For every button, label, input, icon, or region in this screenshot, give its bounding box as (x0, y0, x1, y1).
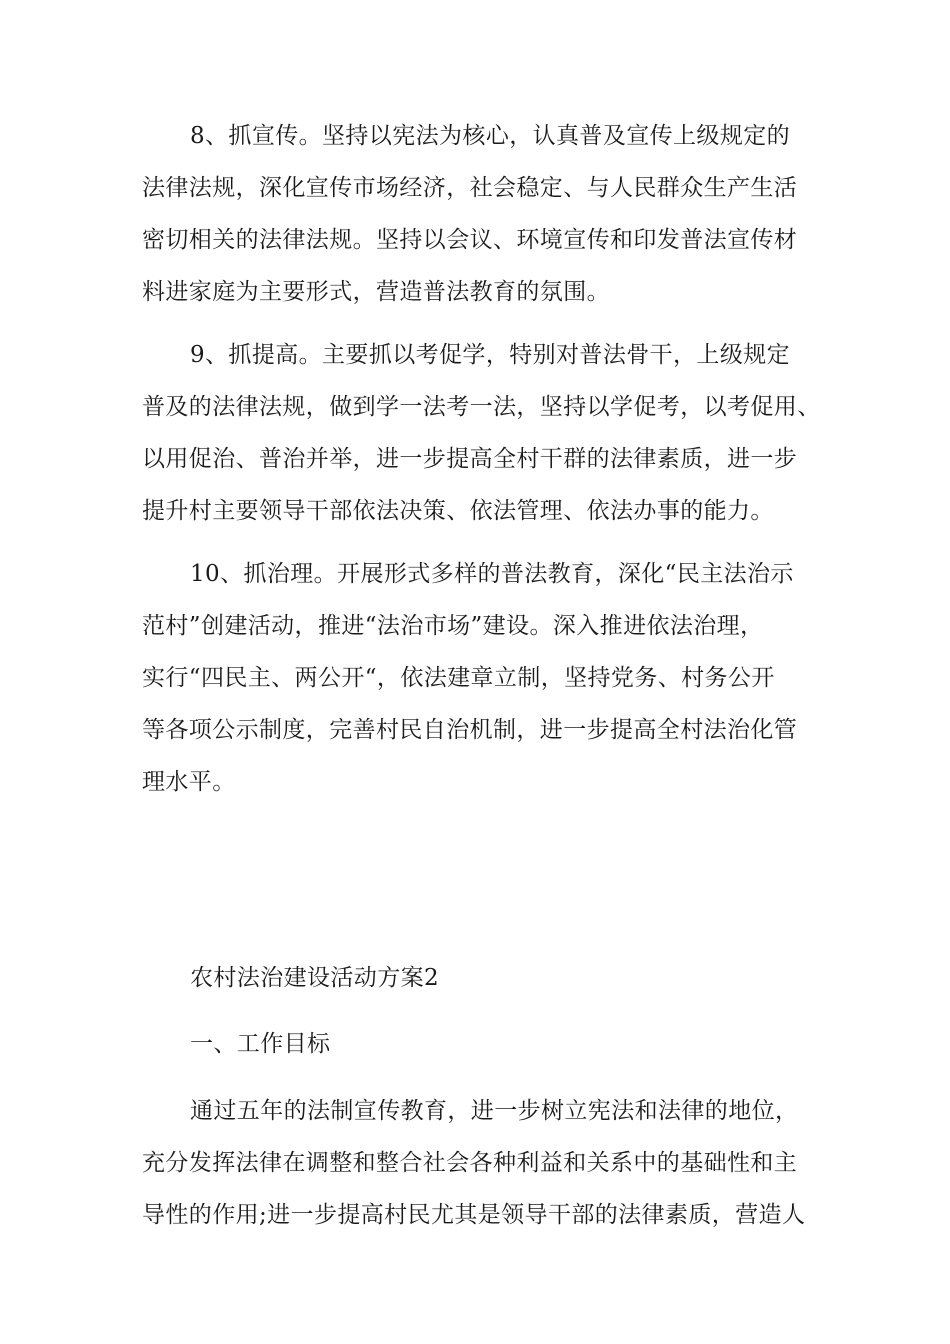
paragraph-10-line-5: 理水平。 (142, 769, 236, 795)
paragraph-9-line-2: 普及的法律法规，做到学一法考一法，坚持以学促考，以考促用、 (142, 394, 821, 420)
goal-paragraph-line-1: 通过五年的法制宣传教育，进一步树立宪法和法律的地位， (190, 1098, 799, 1124)
subheading-work-goals: 一、工作目标 (190, 1031, 331, 1057)
paragraph-9-line-1: 9、抓提高。主要抓以考促学，特别对普法骨干，上级规定 (190, 342, 791, 368)
paragraph-8-line-3: 密切相关的法律法规。坚持以会议、环境宣传和印发普法宣传材 (142, 227, 798, 253)
paragraph-10-line-4: 等各项公示制度，完善村民自治机制，进一步提高全村法治化管 (142, 717, 798, 743)
paragraph-9-line-3: 以用促治、普治并举，进一步提高全村干群的法律素质，进一步 (142, 446, 798, 472)
paragraph-10-line-1: 10、抓治理。开展形式多样的普法教育，深化“民主法治示 (190, 561, 794, 587)
goal-paragraph-line-2: 充分发挥法律在调整和整合社会各种利益和关系中的基础性和主 (142, 1150, 798, 1176)
paragraph-10-line-2: 范村”创建活动，推进“法治市场”建设。深入推进依法治理， (142, 613, 764, 639)
goal-paragraph-line-3: 导性的作用;进一步提高村民尤其是领导干部的法律素质，营造人 (142, 1202, 806, 1228)
section-title: 农村法治建设活动方案2 (190, 965, 440, 991)
paragraph-8-line-2: 法律法规，深化宣传市场经济，社会稳定、与人民群众生产生活 (142, 175, 798, 201)
paragraph-8-line-4: 料进家庭为主要形式，营造普法教育的氛围。 (142, 279, 610, 305)
paragraph-8-line-1: 8、抓宣传。坚持以宪法为核心，认真普及宣传上级规定的 (190, 123, 791, 149)
paragraph-9-line-4: 提升村主要领导干部依法决策、依法管理、依法办事的能力。 (142, 498, 774, 524)
paragraph-10-line-3: 实行“四民主、两公开“，依法建章立制，坚持党务、村务公开 (142, 665, 775, 691)
